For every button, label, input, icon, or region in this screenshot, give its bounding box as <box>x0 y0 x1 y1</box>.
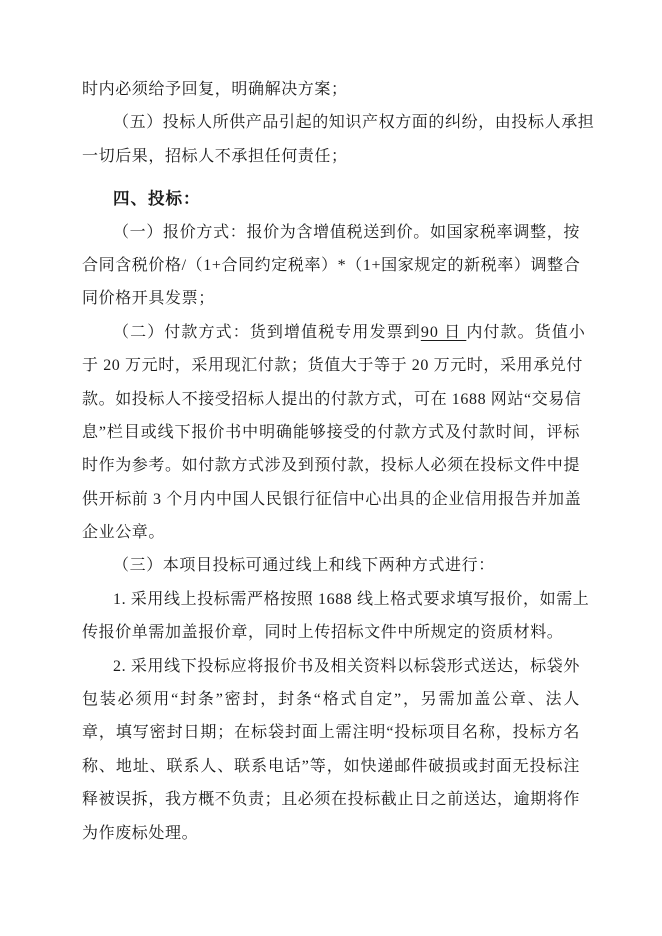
paragraph-line <box>82 316 587 349</box>
paragraph-line: 合同含税价格/（1+合同约定税率）*（1+国家规定的新税率）调整合 <box>82 256 581 274</box>
paragraph-line: 章，填写密封日期；在标袋封面上需注明“投标项目名称，投标方名 <box>82 724 580 742</box>
document-page <box>82 73 595 850</box>
paragraph-line: 传报价单需加盖报价章，同时上传招标文件中所规定的资质材料。 <box>82 624 564 642</box>
paragraph-line: 企业公章。 <box>82 524 166 542</box>
section-heading: 四、投标： <box>113 189 201 209</box>
payment-days-underlined: 90 日 <box>420 323 467 341</box>
line-text: 内付款。货值小 <box>466 323 587 341</box>
paragraph-line: 息”栏目或线下报价书中明确能够接受的付款方式及付款时间，评标 <box>82 423 580 441</box>
paragraph-line: 供开标前 3 个月内中国人民银行征信中心出具的企业信用报告并加盖 <box>82 490 582 508</box>
paragraph-line: 2. 采用线下投标应将报价书及相关资料以标袋形式送达，标袋外 <box>113 657 580 675</box>
paragraph-line: 一切后果，招标人不承担任何责任； <box>82 147 348 165</box>
paragraph-line: 称、地址、联系人、联系电话”等，如快递邮件破损或封面无投标注 <box>82 757 580 775</box>
line-text: （二）付款方式：货到增值税专用发票到 <box>113 323 421 341</box>
paragraph-line: 1. 采用线上投标需严格按照 1688 线上格式要求填写报价，如需上 <box>113 590 590 608</box>
paragraph-line: 释被误拆，我方概不负责；且必须在投标截止日之前送达，逾期将作 <box>82 791 581 809</box>
paragraph-line: （五）投标人所供产品引起的知识产权方面的纠纷，由投标人承担 <box>113 114 595 132</box>
paragraph-line: 时内必须给予回复，明确解决方案； <box>82 81 348 98</box>
paragraph-line: （一）报价方式：报价为含增值税送到价。如国家税率调整，按 <box>113 223 580 241</box>
paragraph-line: 于 20 万元时，采用现汇付款；货值大于等于 20 万元时，采用承兑付 <box>82 357 584 375</box>
paragraph-line: 时作为参考。如付款方式涉及到预付款，投标人必须在投标文件中提 <box>82 457 581 475</box>
paragraph-line: （三）本项目投标可通过线上和线下两种方式进行： <box>113 557 495 575</box>
paragraph-line: 包装必须用“封条”密封，封条“格式自定”，另需加盖公章、法人 <box>82 691 580 709</box>
paragraph-line: 为作废标处理。 <box>82 824 199 842</box>
paragraph-line: 款。如投标人不接受招标人提出的付款方式，可在 1688 网站“交易信 <box>82 390 582 408</box>
paragraph-line: 同价格开具发票； <box>82 290 215 308</box>
